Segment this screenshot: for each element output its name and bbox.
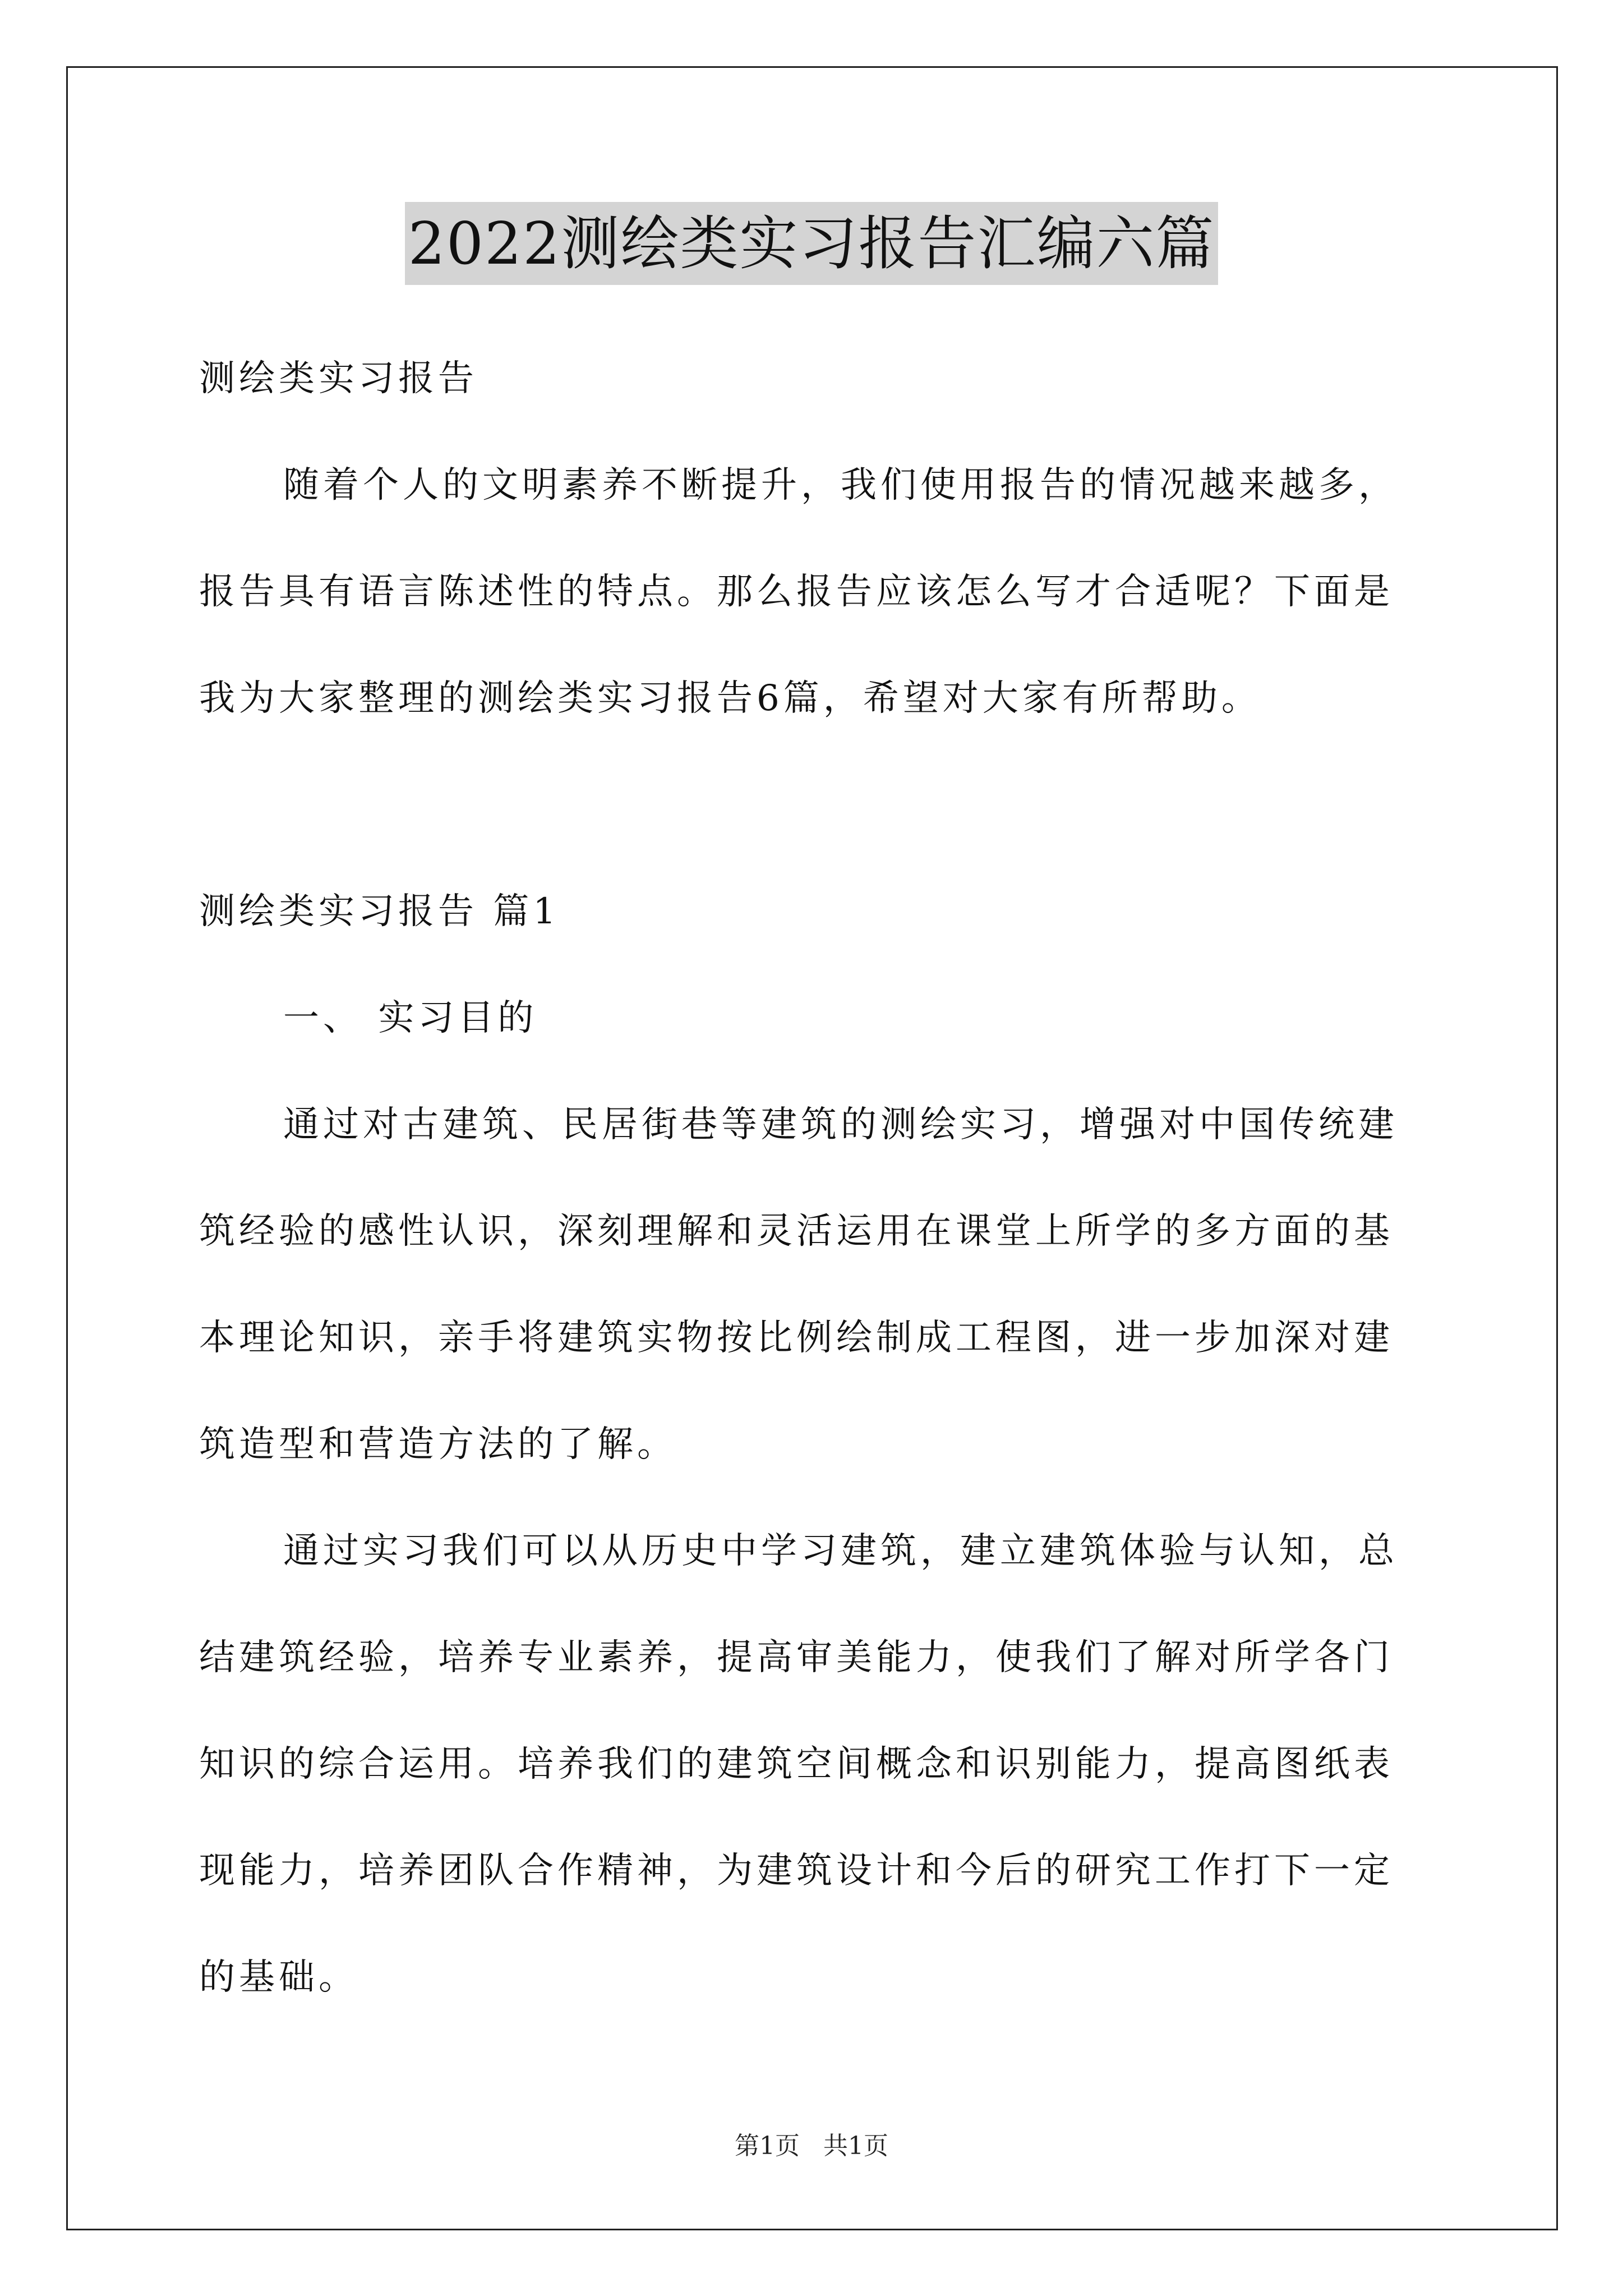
page-footer bbox=[0, 2129, 1623, 2163]
section-heading: 测绘类实习报告 bbox=[199, 358, 478, 399]
paragraph-line: 通过实习我们可以从历史中学习建筑，建立建筑体验与认知，总 bbox=[283, 1530, 1398, 1572]
document-title: 2022测绘类实习报告汇编六篇 bbox=[405, 202, 1219, 285]
paragraph-line: 筑经验的感性认识，深刻理解和灵活运用在课堂上所学的多方面的基 bbox=[199, 1211, 1394, 1252]
paragraph-line: 筑造型和营造方法的了解。 bbox=[199, 1424, 677, 1465]
paragraph-line: 通过对古建筑、民居街巷等建筑的测绘实习，增强对中国传统建 bbox=[283, 1104, 1398, 1145]
intro-line: 随着个人的文明素养不断提升，我们使用报告的情况越来越多， bbox=[283, 464, 1398, 506]
chapter-heading: 测绘类实习报告 篇1 bbox=[199, 891, 560, 932]
intro-line: 我为大家整理的测绘类实习报告6篇，希望对大家有所帮助。 bbox=[199, 678, 1261, 719]
page-number: 第1页 bbox=[735, 2132, 800, 2160]
paragraph-line: 结建筑经验，培养专业素养，提高审美能力，使我们了解对所学各门 bbox=[199, 1637, 1394, 1678]
intro-line: 报告具有语言陈述性的特点。那么报告应该怎么写才合适呢？下面是 bbox=[199, 571, 1394, 613]
title-container bbox=[0, 202, 1623, 285]
paragraph-line: 知识的综合运用。培养我们的建筑空间概念和识别能力，提高图纸表 bbox=[199, 1743, 1394, 1785]
subheading: 一、 实习目的 bbox=[283, 997, 538, 1039]
paragraph-line: 本理论知识，亲手将建筑实物按比例绘制成工程图，进一步加深对建 bbox=[199, 1317, 1394, 1359]
paragraph-line: 现能力，培养团队合作精神，为建筑设计和今后的研究工作打下一定 bbox=[199, 1850, 1394, 1892]
total-pages: 共1页 bbox=[823, 2132, 888, 2160]
paragraph-line: 的基础。 bbox=[199, 1957, 358, 1998]
